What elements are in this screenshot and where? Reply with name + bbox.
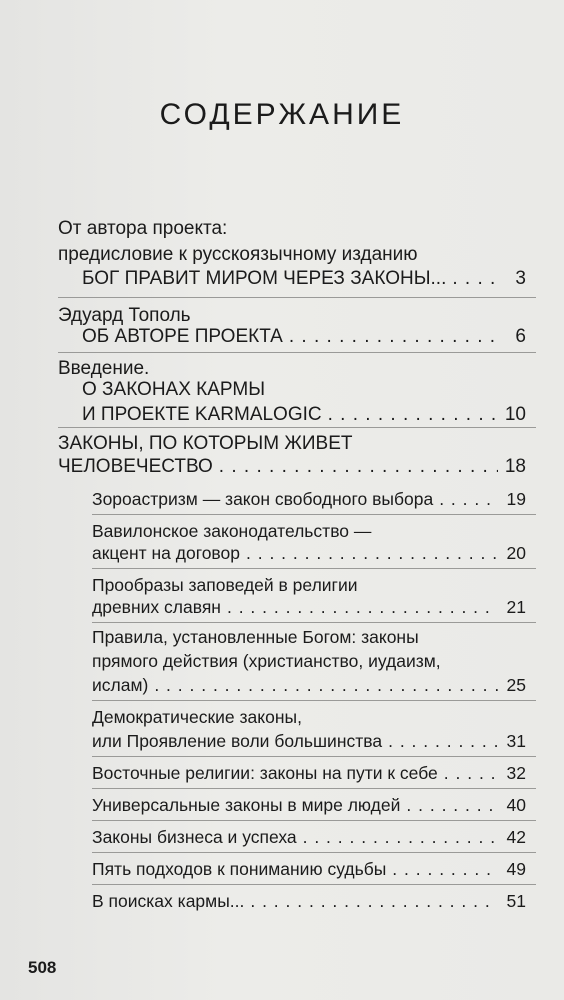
divider	[92, 788, 536, 789]
section-intro-line2: О ЗАКОНАХ КАРМЫ	[82, 379, 266, 400]
toc-subentry-page: 20	[506, 543, 526, 563]
toc-entry-laws-title: ЧЕЛОВЕЧЕСТВО	[58, 456, 213, 477]
toc-entry-author-page: 3	[515, 268, 526, 289]
toc-subentry-page: 19	[506, 489, 526, 509]
dot-leader	[303, 822, 498, 852]
section-topol-line1: Эдуард Тополь	[58, 305, 191, 326]
toc-subentry[interactable]	[92, 886, 526, 916]
toc-subentry[interactable]	[92, 538, 526, 568]
divider	[92, 700, 536, 701]
toc-subentry-title: Восточные религии: законы на пути к себе	[92, 763, 438, 783]
toc-subentry-title: ислам)	[92, 675, 149, 695]
toc-subentry-title: В поисках кармы...	[92, 891, 245, 911]
divider	[58, 352, 536, 353]
dot-leader	[246, 538, 498, 568]
dot-leader	[452, 264, 498, 294]
toc-entry-laws[interactable]	[58, 452, 526, 482]
toc-subentry-title-line1: Вавилонское законодательство —	[92, 521, 372, 541]
toc-subentry-title-line2: прямого действия (христианство, иудаизм,	[92, 651, 441, 671]
toc-entry-topol-page: 6	[515, 326, 526, 347]
toc-subentry-title: или Проявление воли большинства	[92, 731, 383, 751]
toc-entry-topol[interactable]	[82, 322, 526, 352]
toc-subentry-title: Законы бизнеса и успеха	[92, 827, 297, 847]
divider	[92, 884, 536, 885]
dot-leader	[154, 670, 498, 700]
toc-entry-laws-page: 18	[504, 456, 526, 477]
toc-subentry-page: 42	[506, 827, 526, 847]
toc-entry-intro-page: 10	[504, 404, 526, 425]
toc-subentry[interactable]	[92, 822, 526, 852]
toc-subentry-title-line1: Демократические законы,	[92, 707, 302, 727]
divider	[92, 568, 536, 569]
section-laws-line1: ЗАКОНЫ, ПО КОТОРЫМ ЖИВЕТ	[58, 433, 353, 454]
toc-subentry[interactable]	[92, 726, 526, 756]
divider	[58, 427, 536, 428]
dot-leader	[289, 322, 498, 352]
dot-leader	[444, 758, 498, 788]
section-author-line2: предисловие к русскоязычному изданию	[58, 244, 418, 265]
divider	[58, 297, 536, 298]
toc-entry-intro[interactable]	[82, 400, 526, 430]
toc-subentry-title: Зороастризм — закон свободного выбора	[92, 489, 434, 509]
toc-subentry-title: Универсальные законы в мире людей	[92, 795, 401, 815]
divider	[92, 514, 536, 515]
toc-entry-author-title: БОГ ПРАВИТ МИРОМ ЧЕРЕЗ ЗАКОНЫ...	[82, 268, 447, 289]
toc-subentry-page: 51	[506, 891, 526, 911]
toc-subentry-page: 21	[506, 597, 526, 617]
dot-leader	[439, 484, 498, 514]
toc-subentry-page: 40	[506, 795, 526, 815]
toc-subentry[interactable]	[92, 592, 526, 622]
toc-entry-topol-title: ОБ АВТОРЕ ПРОЕКТА	[82, 326, 283, 347]
toc-entry-intro-title: И ПРОЕКТЕ KARMALOGIC	[82, 404, 322, 425]
toc-subentry-title-line1: Прообразы заповедей в религии	[92, 575, 358, 595]
toc-subentry-page: 25	[506, 675, 526, 695]
toc-subentry-title: Пять подходов к пониманию судьбы	[92, 859, 387, 879]
divider	[92, 852, 536, 853]
toc-subentry[interactable]	[92, 854, 526, 884]
dot-leader	[328, 400, 498, 430]
dot-leader	[406, 790, 498, 820]
toc-entry-author[interactable]	[82, 264, 526, 294]
toc-subentry-title-line1: Правила, установленные Богом: законы	[92, 627, 419, 647]
toc-subentry-title: акцент на договор	[92, 543, 240, 563]
dot-leader	[392, 854, 498, 884]
toc-subentry[interactable]	[92, 758, 526, 788]
dot-leader	[219, 452, 498, 482]
toc-subentry[interactable]	[92, 670, 526, 700]
toc-subentry[interactable]	[92, 790, 526, 820]
divider	[92, 756, 536, 757]
page-number: 508	[28, 958, 57, 977]
toc-subentry-page: 32	[506, 763, 526, 783]
section-intro-line1: Введение.	[58, 358, 150, 379]
section-author-line1: От автора проекта:	[58, 218, 228, 239]
dot-leader	[388, 726, 498, 756]
toc-subentry[interactable]	[92, 484, 526, 514]
divider	[92, 820, 536, 821]
dot-leader	[227, 592, 498, 622]
page-title: СОДЕРЖАНИЕ	[159, 98, 405, 131]
toc-subentry-page: 49	[506, 859, 526, 879]
toc-subentry-page: 31	[506, 731, 526, 751]
dot-leader	[250, 886, 498, 916]
toc-subentry-title: древних славян	[92, 597, 221, 617]
